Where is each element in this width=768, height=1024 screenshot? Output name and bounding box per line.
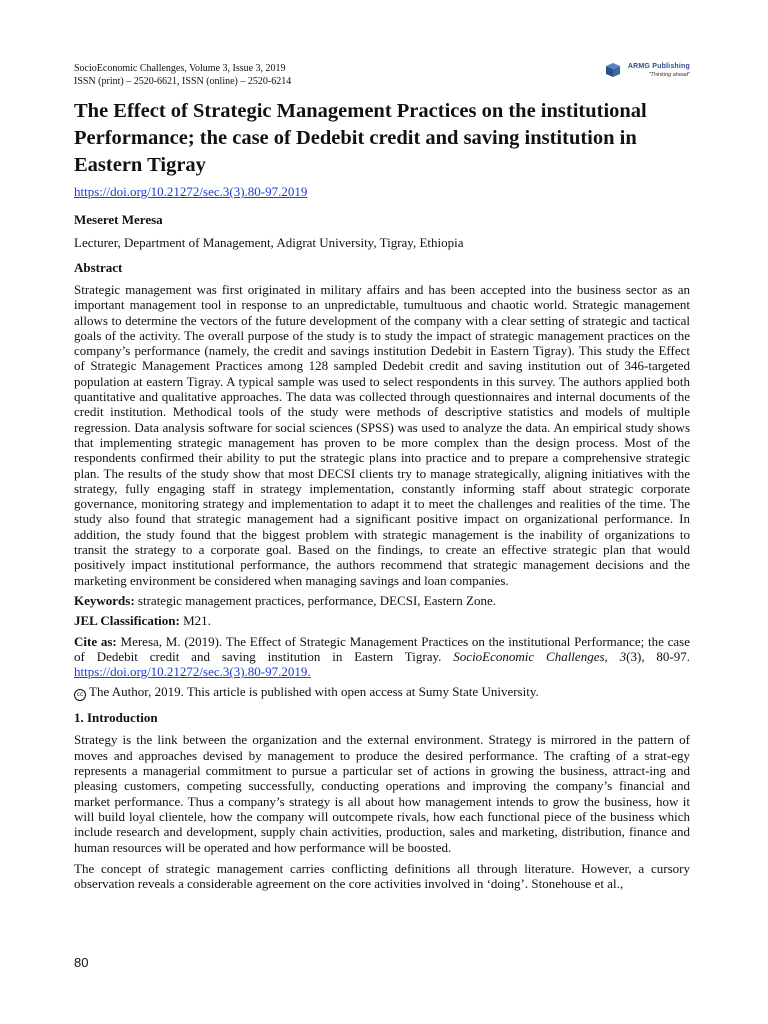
- journal-line: SocioEconomic Challenges, Volume 3, Issue 3, 2019: [74, 63, 286, 74]
- publisher-logo-icon: [604, 62, 624, 78]
- creative-commons-icon: cc: [74, 689, 86, 701]
- cite-issue-pages: (3), 80-97.: [626, 648, 691, 664]
- paper-page: [74, 62, 690, 891]
- cite-volume: 3: [619, 648, 627, 664]
- doi-link[interactable]: https://doi.org/10.21272/sec.3(3).80-97.2019: [74, 184, 308, 199]
- intro-paragraph-1: Strategy is the link between the organization and the external environment. Strategy is mirrored in the pattern of moves and approaches devised by management to produce the desired performance. The crafting of a strat-egy represents a managerial commitment to pursue a particular set of actions in growing the business, attract-ing and pleasing customers, competing successfully, conducting operations and improving the company’s financial and market performance. Thus a company’s strategy is all about how management intends to grow the business, how it will build loyal clientele, how the company will outcompete rivals, how each functional piece of the business which include research and development, supply chain activities, production, sales and marketing, distribution, finance and human resources will be operated and how performance will be boosted.: [74, 732, 690, 855]
- keywords-label: Keywords:: [74, 592, 135, 608]
- keywords-value: strategic management practices, performance, DECSI, Eastern Zone.: [137, 592, 496, 608]
- author-name: Meseret Meresa: [74, 212, 163, 227]
- publisher-logo: [604, 62, 690, 80]
- copyright-text: The Author, 2019. This article is published with open access at Sumy State University.: [89, 684, 539, 700]
- publisher-tagline: "Thinking ahead": [648, 72, 690, 78]
- jel-line: [74, 613, 690, 628]
- citation-block: [74, 634, 690, 680]
- cite-doi-link[interactable]: https://doi.org/10.21272/sec.3(3).80-97.2019.: [74, 664, 311, 680]
- cite-text: Meresa, M. (2019). The Effect of Strategic Management Practices on the institutional Performance; the case of Dedebit credit and saving institution in Eastern Tigray.: [74, 633, 690, 664]
- jel-value: M21.: [183, 613, 211, 629]
- intro-paragraph-2: The concept of strategic management carries conflicting definitions all through literature. However, a cursory observation reveals a considerable agreement on the core activities involved in ‘doing’. Stonehouse et al.,: [74, 860, 690, 892]
- author-affiliation: Lecturer, Department of Management, Adigrat University, Tigray, Ethiopia: [74, 235, 464, 250]
- jel-label: JEL Classification:: [74, 613, 180, 629]
- copyright-line: [74, 684, 690, 701]
- abstract-text: Strategic management was first originated in military affairs and has been accepted into the business sector as an important management tool in response to an unpredictable, tumultuous and chaotic world. Strategic management allows to determine the vectors of the future development of the company with a clear setting of strategic and tactical goals of the activity. The overall purpose of the study is to study the impact of strategic management practices on the company’s performance (namely, the credit and savings institution Dedebit in Eastern Tigray). This study the Effect of Strategic Management Practices among 128 sampled Dedebit credit and saving institution out of 346-targeted population at eastern Tigray. A typical sample was used to select respondents in this survey. The authors applied both quantitative and qualitative approaches. The data was collected through questionnaires and internal documents of the credit institution. Methodical tools of the study were methods of descriptive statistics and models of multiple regression. Data analysis software for social sciences (SPSS) was used to analyze the data. An empirical study shows that implementing strategic management has proven to be more complex than the design process. Most of the respondents confirmed their ability to put the strategic plans into practice and to prepare a comprehensive strategic plan. The results of the study show that most DECSI clients try to manage strategically, aligning initiatives with the strategy, fully engaging staff in strategy implementation, constantly informing staff about strategic corporate governance, monitoring strategy and implementation to adapt it to meet the challenges and realities of the time. The study also found that strategic management had a significant positive impact on organizational performance. In addition, the study found that the biggest problem with strategic management is the inability of organizations to transit the strategy to a corporate goal. Based on the findings, to create an effective strategic plan that would positively impact institutional performance, the authors recommend that strategic management decisions and the marketing environment be considered when managing savings and loan companies.: [74, 282, 690, 588]
- introduction-heading: 1. Introduction: [74, 710, 158, 726]
- publisher-name: ARMG Publishing: [627, 63, 690, 70]
- cite-label: Cite as:: [74, 633, 117, 649]
- cite-comma: ,: [604, 648, 620, 664]
- page-number: 80: [74, 955, 89, 970]
- article-title: The Effect of Strategic Management Practices on the institutional Performance; the case of Dedebit credit and saving institution in Eastern Tigray: [74, 100, 647, 176]
- keywords-line: [74, 593, 690, 608]
- issn-line: ISSN (print) – 2520-6621, ISSN (online) – 2520-6214: [74, 76, 292, 87]
- journal-header: [74, 62, 690, 88]
- abstract-heading: Abstract: [74, 260, 123, 275]
- cite-journal: SocioEconomic Challenges: [453, 648, 605, 664]
